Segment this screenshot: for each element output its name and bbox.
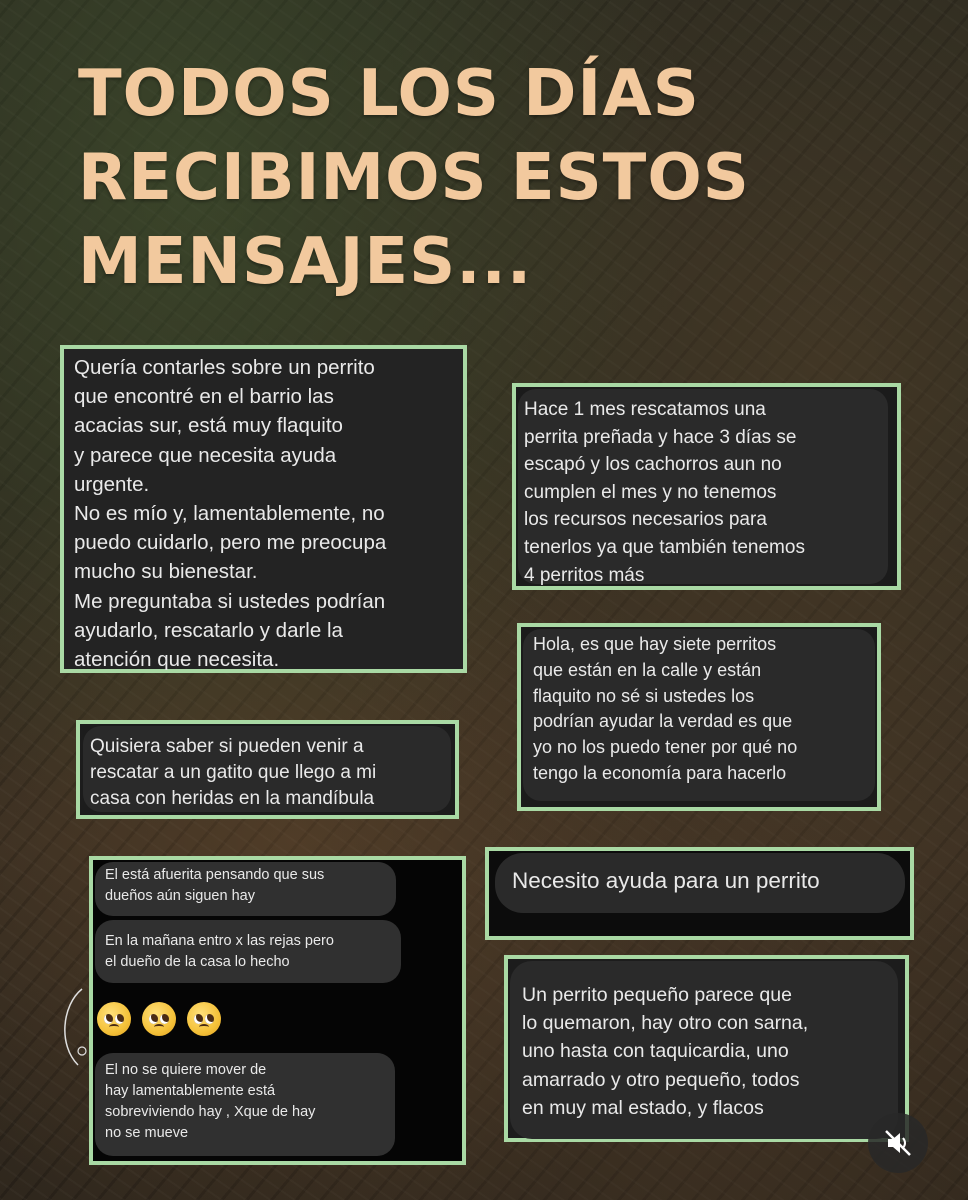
message-card-3	[517, 623, 881, 811]
message-card-7	[504, 955, 909, 1142]
message-text: Hola, es que hay siete perritos que están en la calle y están flaquito no sé si ustedes los podrían ayudar la verdad es que yo no los puedo tener por qué no tengo la economía para hacerlo	[533, 634, 798, 783]
message-card-2	[512, 383, 901, 590]
title-line: MENSAJES...	[78, 225, 533, 299]
pleading-face-emoji	[142, 1002, 176, 1036]
message-card-4	[76, 720, 459, 819]
volume-muted-icon	[882, 1127, 914, 1159]
message-text: Un perrito pequeño parece que lo quemaron, hay otro con sarna, uno hasta con taquicardia, uno amarrado y otro pequeño, todos en muy mal estado, y flacos	[522, 984, 809, 1119]
pleading-face-emoji	[97, 1002, 131, 1036]
title-line: RECIBIMOS ESTOS	[78, 141, 750, 215]
message-card-1	[60, 345, 467, 673]
reply-curve-decoration	[52, 985, 92, 1085]
page-title	[78, 52, 750, 304]
message-card-5	[89, 856, 466, 1165]
message-text: En la mañana entro x las rejas pero el dueño de la casa lo hecho	[105, 933, 334, 970]
message-text: El está afuerita pensando que sus dueños aún siguen hay	[105, 867, 325, 904]
title-line: TODOS LOS DÍAS	[78, 57, 700, 131]
pleading-face-emoji	[187, 1002, 221, 1036]
message-text: Necesito ayuda para un perrito	[512, 868, 820, 893]
message-card-6	[485, 847, 914, 940]
message-text: Quisiera saber si pueden venir a rescatar a un gatito que llego a mi casa con heridas en la mandíbula	[90, 736, 377, 809]
mute-button[interactable]	[868, 1113, 928, 1173]
message-text: El no se quiere mover de hay lamentablemente está sobreviviendo hay , Xque de hay no se mueve	[105, 1062, 316, 1141]
message-text: Hace 1 mes rescatamos una perrita preñada y hace 3 días se escapó y los cachorros aun no cumplen el mes y no tenemos los recursos necesarios para tenerlos ya que también tenemos 4 perritos más	[524, 399, 805, 586]
emoji-row	[97, 1002, 227, 1040]
message-text: Quería contarles sobre un perrito que encontré en el barrio las acacias sur, está muy flaquito y parece que necesita ayuda urgente. No es mío y, lamentablemente, no puedo cuidarlo, pero me preocupa mucho su bienestar. Me preguntaba si ustedes podrían ayudarlo, rescatarlo y darle la atención que necesita.	[74, 356, 387, 672]
